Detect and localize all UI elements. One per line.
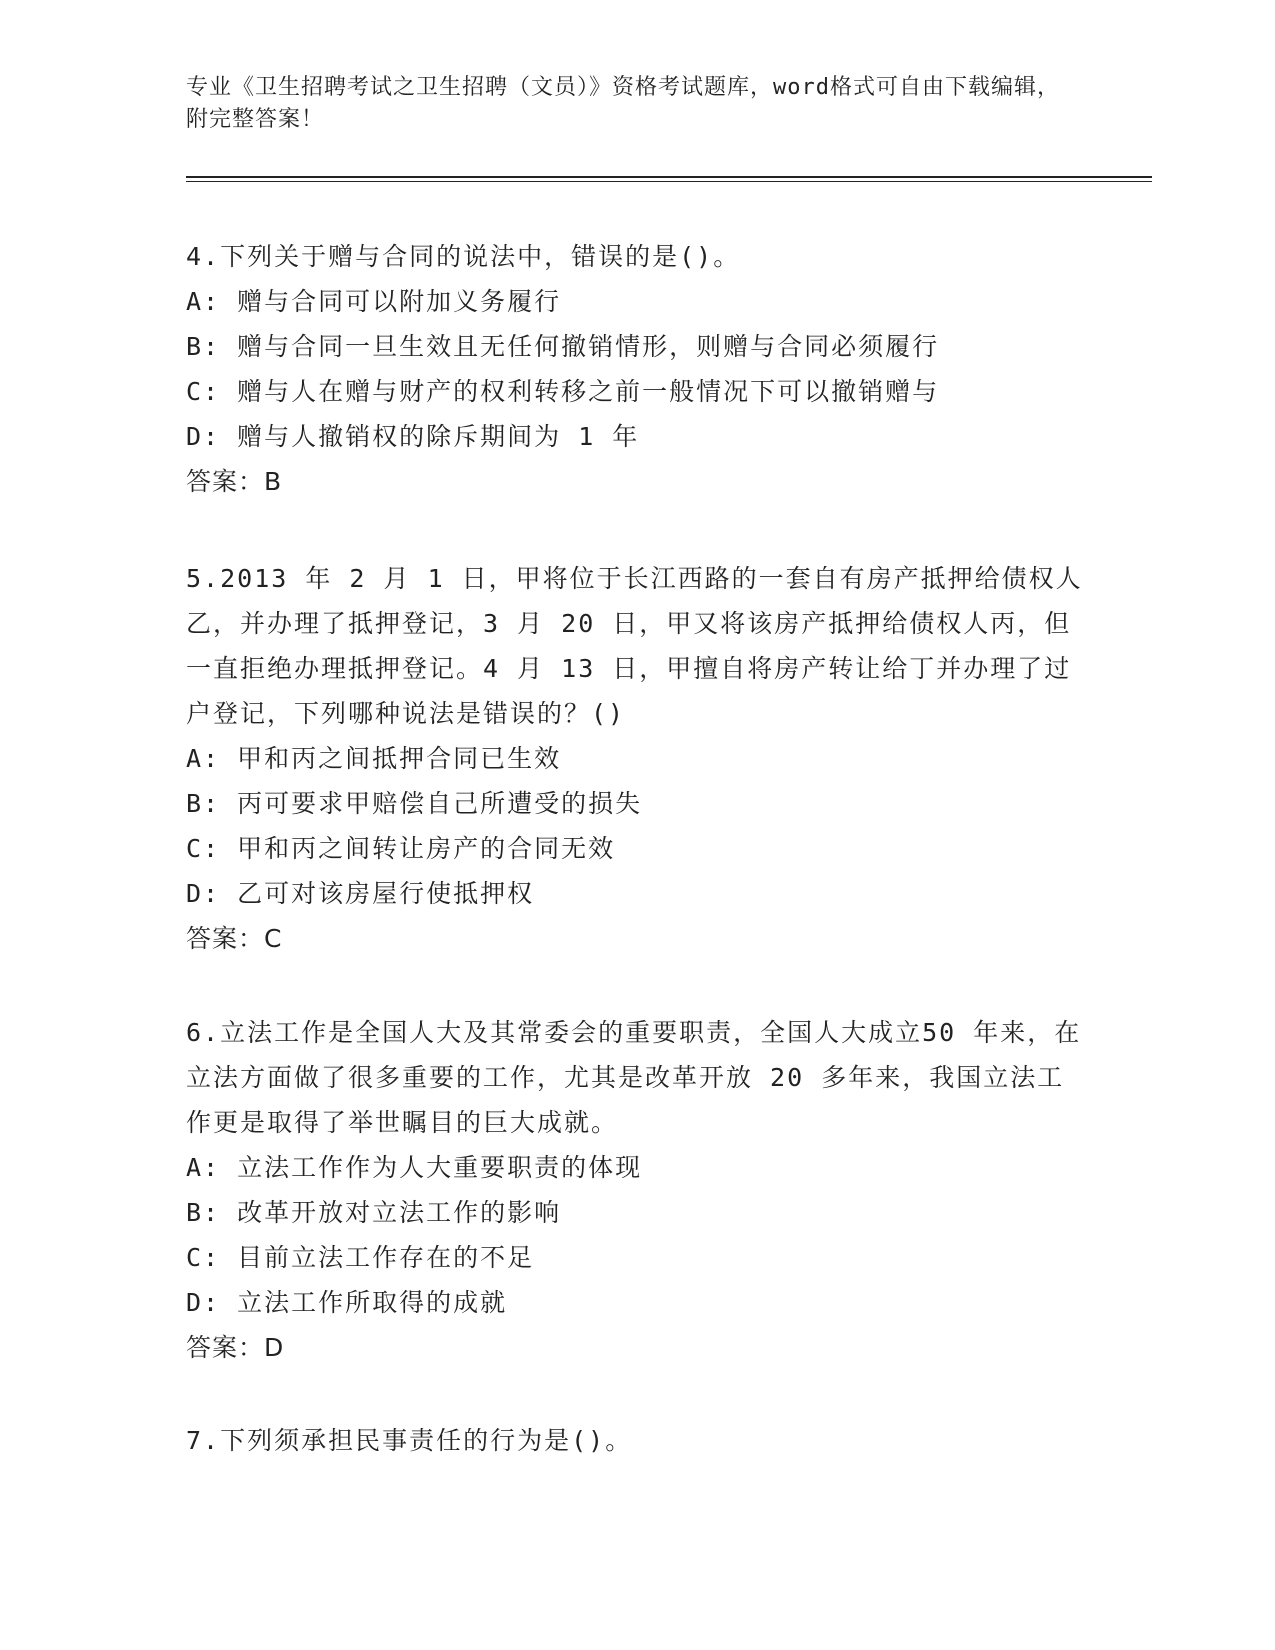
answer: 答案：B xyxy=(186,467,283,496)
header-divider-thin xyxy=(186,181,1152,182)
option-b: B: 赠与合同一旦生效且无任何撤销情形，则赠与合同必须履行 xyxy=(186,332,940,361)
option-c: C: 目前立法工作存在的不足 xyxy=(186,1243,535,1272)
answer: 答案：D xyxy=(186,1333,285,1362)
answer: 答案：C xyxy=(186,924,283,953)
option-b: B: 丙可要求甲赔偿自己所遭受的损失 xyxy=(186,789,643,818)
document-header: 专业《卫生招聘考试之卫生招聘（文员）》资格考试题库，word格式可自由下载编辑，附完整答案！ xyxy=(186,75,1060,132)
option-d: D: 乙可对该房屋行使抵押权 xyxy=(186,879,535,908)
question-4 xyxy=(186,234,1086,505)
question-stem: 5.2013 年 2 月 1 日，甲将位于长江西路的一套自有房产抵押给债权人乙，并办理了抵押登记，3 月 20 日，甲又将该房产抵押给债权人丙，但一直拒绝办理抵押登记。4 月 13 日，甲擅自将房产转让给丁并办理了过户登记，下列哪种说法是错误的？() xyxy=(186,564,1083,728)
question-stem: 4.下列关于赠与合同的说法中，错误的是()。 xyxy=(186,242,741,271)
option-c: C: 甲和丙之间转让房产的合同无效 xyxy=(186,834,616,863)
option-a: A: 立法工作作为人大重要职责的体现 xyxy=(186,1153,643,1182)
option-a: A: 赠与合同可以附加义务履行 xyxy=(186,287,562,316)
question-5 xyxy=(186,556,1086,962)
option-a: A: 甲和丙之间抵押合同已生效 xyxy=(186,744,562,773)
question-6 xyxy=(186,1010,1086,1371)
option-c: C: 赠与人在赠与财产的权利转移之前一般情况下可以撤销赠与 xyxy=(186,377,940,406)
option-d: D: 赠与人撤销权的除斥期间为 1 年 xyxy=(186,422,640,451)
question-stem: 7.下列须承担民事责任的行为是()。 xyxy=(186,1426,633,1455)
question-7 xyxy=(186,1418,1086,1463)
option-d: D: 立法工作所取得的成就 xyxy=(186,1288,508,1317)
question-stem: 6.立法工作是全国人大及其常委会的重要职责，全国人大成立50 年来，在立法方面做了很多重要的工作，尤其是改革开放 20 多年来，我国立法工作更是取得了举世瞩目的巨大成就。 xyxy=(186,1018,1082,1137)
header-divider-thick xyxy=(186,176,1152,178)
option-b: B: 改革开放对立法工作的影响 xyxy=(186,1198,562,1227)
